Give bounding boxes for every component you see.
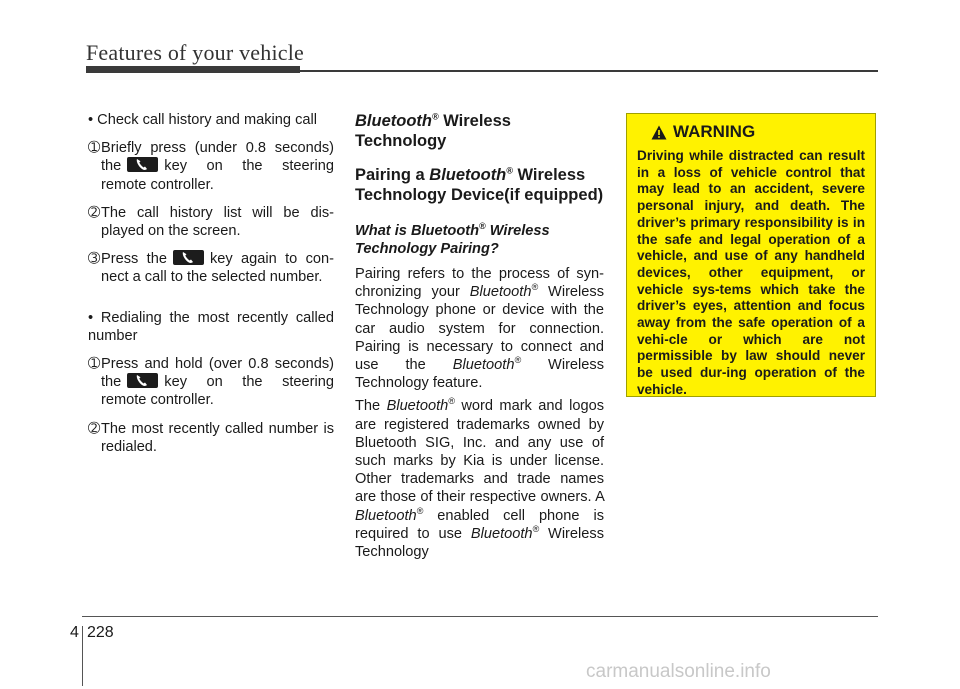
watermark: carmanualsonline.info xyxy=(586,661,771,682)
step-number: ➁ xyxy=(88,420,101,437)
step-number: ➂ xyxy=(88,251,101,268)
phone-handset-icon xyxy=(127,373,158,388)
header-rule-thin xyxy=(300,70,878,72)
step-text: key again to con-nect a call to the selected number. xyxy=(101,251,334,286)
section-number: 4 xyxy=(70,624,79,641)
call-history-step-3 xyxy=(88,250,334,286)
warning-box xyxy=(626,113,876,397)
warning-body: Driving while distracted can result in a loss of vehicle control that may lead to an accident, severe personal injury, and death. The driver’s primary responsibility is in the safe and legal operation of a vehicle, and use of any handheld devices, other equipment, or vehicle sys-tems which take the driver’s eyes, attention and focus away from the safe operation of a vehi-cle or which are not permissible by law should never be used dur-ing operation of the vehicle. xyxy=(637,148,865,397)
step-text: The call history list will be dis-played on the screen. xyxy=(101,204,334,240)
redial-step-1 xyxy=(88,355,334,410)
call-history-step-1 xyxy=(88,139,334,194)
warning-header xyxy=(637,122,865,142)
page-number: 228 xyxy=(87,624,114,641)
section-subheading: Pairing a Bluetooth® Wireless Technology Device(if equipped) xyxy=(355,165,604,204)
step-text: The most recently called number is redialed. xyxy=(101,420,334,455)
header-rule-thick xyxy=(86,66,300,73)
footer-divider xyxy=(82,626,83,686)
step-text: Briefly press (under 0.8 seconds) the xyxy=(101,140,334,175)
left-column xyxy=(88,111,334,456)
footer-rule xyxy=(82,616,878,617)
step-text: key on the steering remote controller. xyxy=(101,158,334,193)
step-number: ➀ xyxy=(88,356,101,373)
question-heading: What is Bluetooth® Wireless Technology Pairing? xyxy=(355,221,550,257)
section-heading: Bluetooth® Wireless Technology xyxy=(355,111,511,150)
phone-handset-icon xyxy=(173,250,204,265)
step-text: Press the xyxy=(101,251,167,268)
page-header-title: Features of your vehicle xyxy=(86,40,305,65)
redial-step-2 xyxy=(88,420,334,456)
phone-handset-icon xyxy=(127,157,158,172)
pairing-paragraph: Pairing refers to the process of syn-chronizing your Bluetooth® Wireless Technology phone or device with the car audio system for connection. Pairing is necessary to connect and use the Bluetooth® Wireless Technology feature. xyxy=(355,266,604,392)
warning-triangle-icon xyxy=(651,125,667,140)
step-number: ➀ xyxy=(88,140,101,157)
step-text: Press and hold (over 0.8 seconds) the xyxy=(101,356,334,391)
warning-title: WARNING xyxy=(673,122,756,141)
call-history-step-2 xyxy=(88,204,334,240)
trademark-paragraph: The Bluetooth® word mark and logos are registered trademarks owned by Bluetooth SIG, Inc. and any use of such marks by Kia is under license. Other trademarks and trade names are those of their respective owners. A Bluetooth® enabled cell phone is required to use Bluetooth® Wireless Technology xyxy=(355,396,604,561)
step-number: ➁ xyxy=(88,204,101,221)
step-text: key on the steering remote controller. xyxy=(101,374,334,409)
redial-bullet: • Redialing the most recently called number xyxy=(88,309,334,344)
middle-column xyxy=(355,111,604,561)
call-history-bullet: • Check call history and making call xyxy=(88,112,317,128)
